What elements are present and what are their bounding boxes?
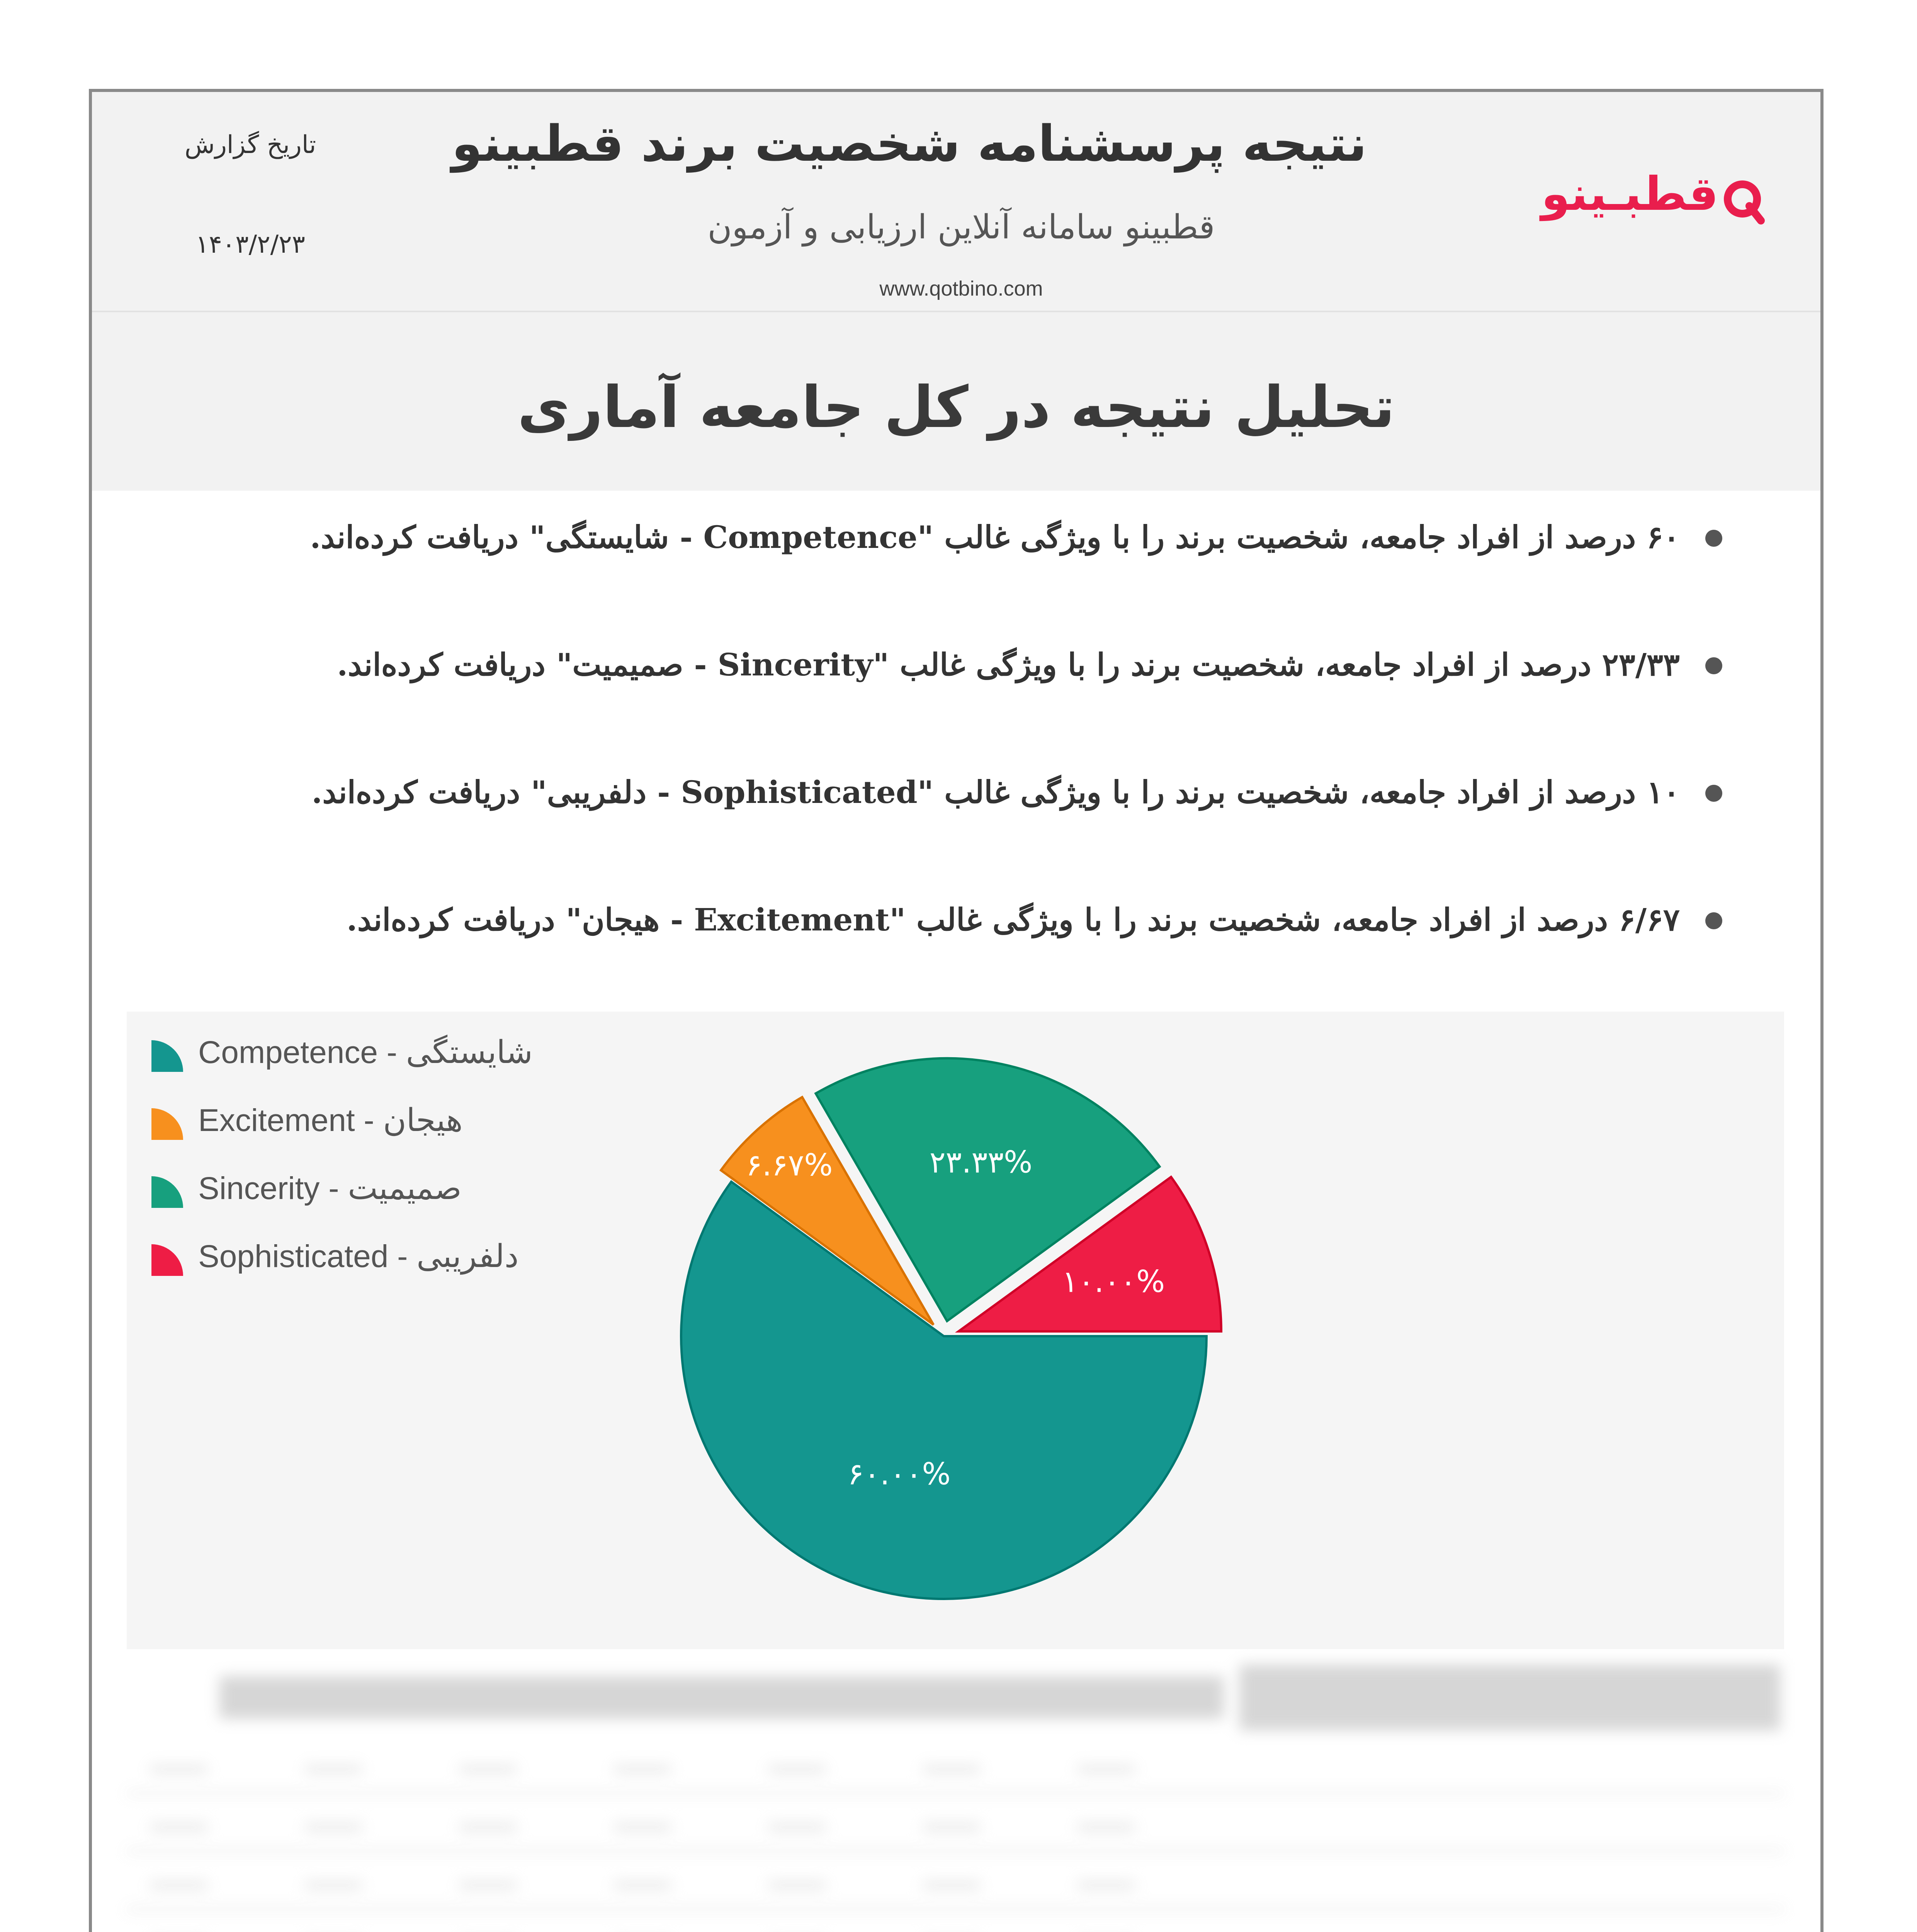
bullet-text: ۱۰ درصد از افراد جامعه، شخصیت برند را با ویژگی غالب "Sophisticated - دلفریبی" دریافت کرده‌اند.	[311, 774, 1680, 810]
legend-swatch-icon	[150, 1175, 185, 1209]
blurred-cell	[150, 1823, 208, 1832]
result-bullet-list	[301, 519, 1722, 1029]
blurred-cell	[614, 1765, 671, 1774]
blurred-cell	[304, 1823, 362, 1832]
legend-swatch-icon	[150, 1039, 185, 1073]
website-link[interactable]: www.qotbino.com	[879, 277, 1043, 300]
pie-slice-label: ۲۳.۳۳%	[929, 1145, 1033, 1180]
blurred-cell	[768, 1881, 826, 1889]
legend-swatch-icon	[150, 1107, 185, 1141]
blurred-cell	[923, 1881, 981, 1889]
report-header	[92, 92, 1820, 312]
brand-logo	[1541, 163, 1765, 241]
blurred-cell	[1077, 1765, 1135, 1774]
list-item	[301, 901, 1722, 1029]
list-item	[301, 519, 1722, 646]
report-title: نتیجه پرسشنامه شخصیت برند قطبینو	[452, 115, 1367, 173]
blurred-row-line	[127, 1850, 1784, 1852]
bullet-icon	[1705, 912, 1722, 929]
logo-text: قطبـینو	[1541, 167, 1718, 221]
blurred-cell	[459, 1881, 517, 1889]
blurred-cell	[150, 1765, 208, 1774]
legend-swatch-icon	[150, 1243, 185, 1277]
bullet-icon	[1705, 530, 1722, 547]
report-subtitle: قطبینو سامانه آنلاین ارزیابی و آزمون	[707, 208, 1215, 247]
list-item	[301, 646, 1722, 774]
blurred-cell	[459, 1823, 517, 1832]
legend-label: Competence - شایستگی	[198, 1035, 533, 1070]
list-item	[301, 774, 1722, 901]
blurred-header-bar	[219, 1676, 1224, 1719]
pie-slice-label: ۶.۶۷%	[746, 1148, 833, 1183]
blurred-cell	[304, 1765, 362, 1774]
bullet-text: ۶۰ درصد از افراد جامعه، شخصیت برند را با ویژگی غالب "Competence - شایستگی" دریافت کرده‌اند.	[310, 519, 1680, 555]
blurred-cell	[614, 1881, 671, 1889]
pie-chart	[127, 1012, 1784, 1649]
blurred-cell	[614, 1823, 671, 1832]
report-date-label: تاریخ گزارش	[184, 131, 316, 159]
pie-slice-label: ۶۰.۰۰%	[848, 1457, 951, 1492]
blurred-cell	[768, 1765, 826, 1774]
section-header	[92, 312, 1820, 491]
blurred-cell	[459, 1765, 517, 1774]
blurred-cell	[923, 1823, 981, 1832]
blurred-table-region	[127, 1649, 1784, 1932]
legend-label: Sophisticated - دلفریبی	[198, 1239, 519, 1274]
blurred-header-bar	[1239, 1665, 1780, 1730]
bullet-icon	[1705, 785, 1722, 802]
blurred-cell	[1077, 1823, 1135, 1832]
report-date: ۱۴۰۳/۲/۲۳	[195, 230, 305, 259]
legend-label: Excitement - هیجان	[198, 1103, 463, 1138]
pie-slice-label: ۱۰.۰۰%	[1062, 1264, 1165, 1299]
blurred-cell	[150, 1881, 208, 1889]
blurred-row-line	[127, 1908, 1784, 1910]
bullet-text: ۶/۶۷ درصد از افراد جامعه، شخصیت برند را با ویژگی غالب "Excitement - هیجان" دریافت کرده‌اند.	[347, 901, 1680, 938]
blurred-cell	[768, 1823, 826, 1832]
blurred-row-line	[127, 1792, 1784, 1794]
bullet-icon	[1705, 657, 1722, 674]
report-page	[89, 89, 1824, 1932]
logo-q-icon	[1722, 175, 1765, 225]
section-title: تحلیل نتیجه در کل جامعه آماری	[517, 374, 1395, 440]
blurred-cell	[923, 1765, 981, 1774]
legend-label: Sincerity - صمیمیت	[198, 1171, 462, 1206]
blurred-cell	[304, 1881, 362, 1889]
bullet-text: ۲۳/۳۳ درصد از افراد جامعه، شخصیت برند را با ویژگی غالب "Sincerity - صمیمیت" دریافت کرده‌اند.	[337, 646, 1680, 683]
blurred-cell	[1077, 1881, 1135, 1889]
